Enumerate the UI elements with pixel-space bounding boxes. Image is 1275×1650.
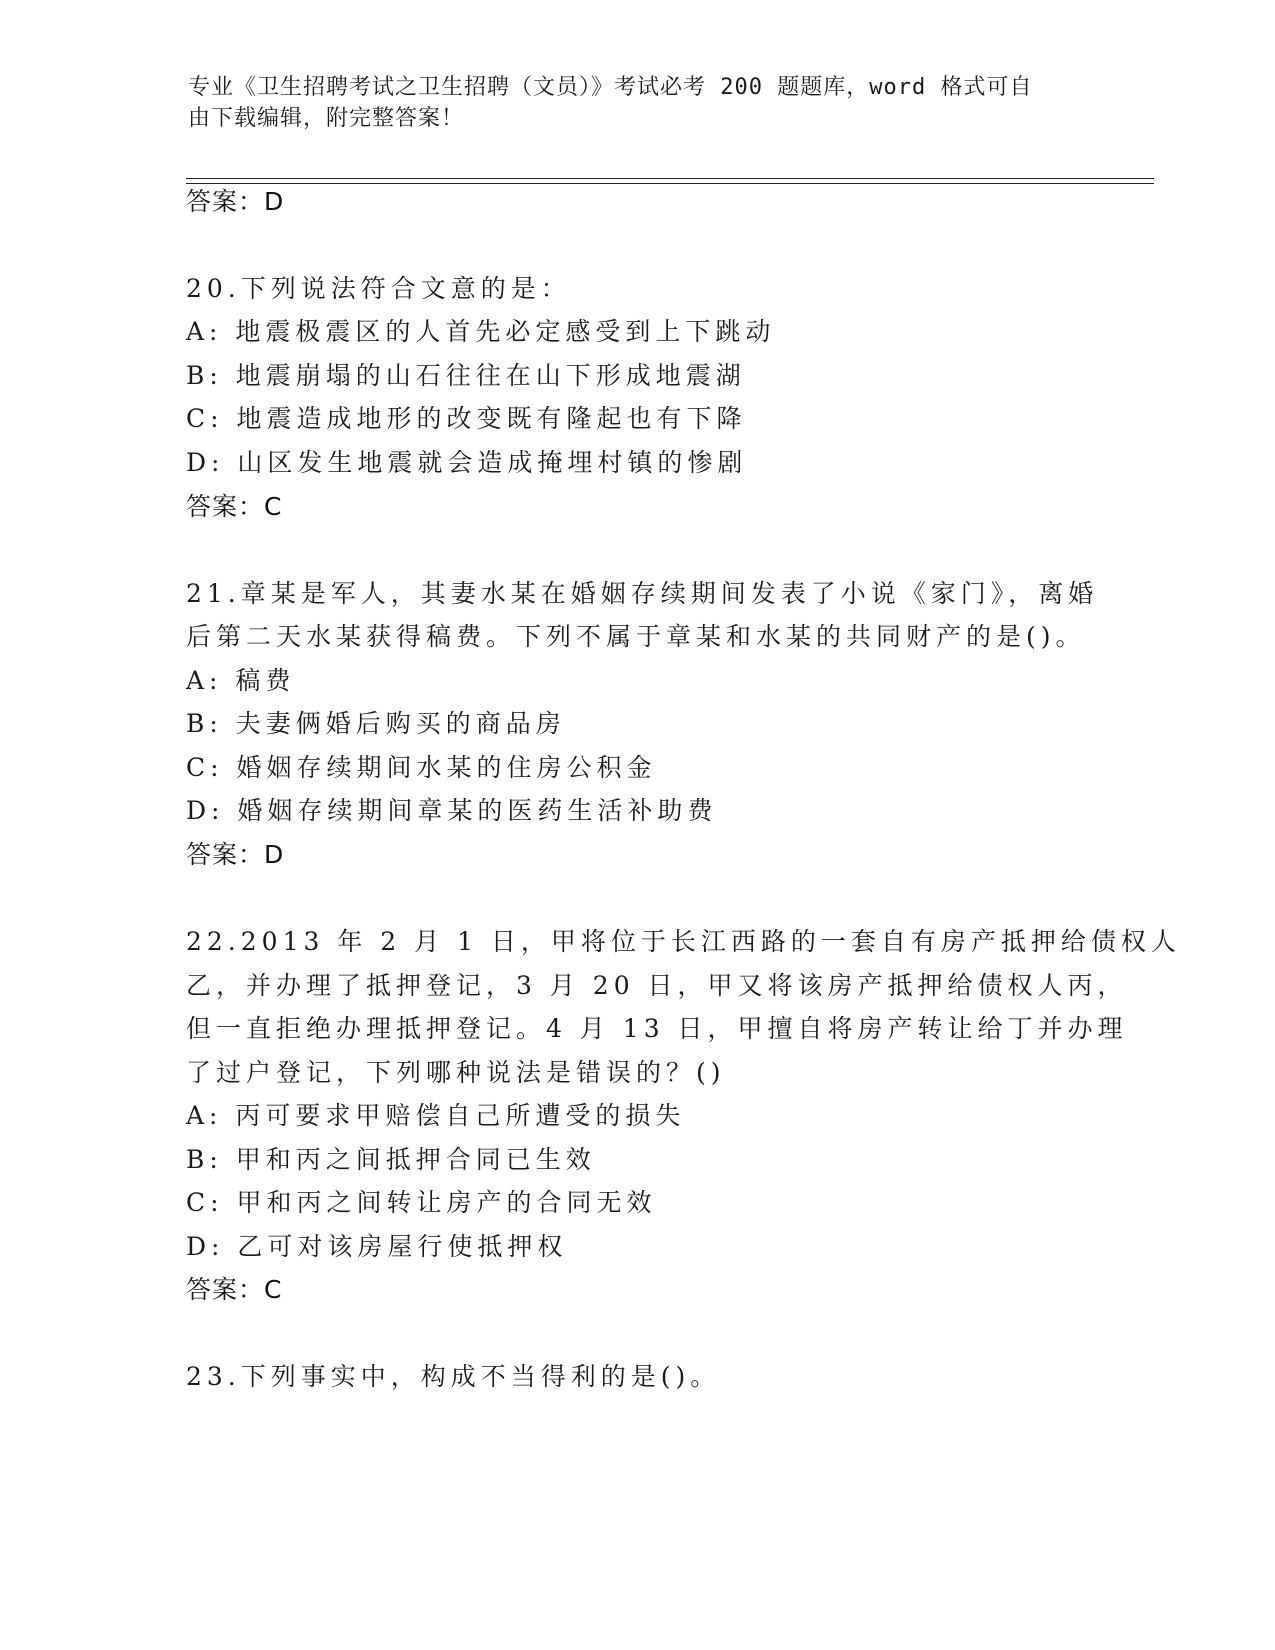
- q22-option-c: C: 甲和丙之间转让房产的合同无效: [186, 1188, 657, 1217]
- q21-stem-line-2: 后第二天水某获得稿费。下列不属于章某和水某的共同财产的是()。: [186, 622, 1086, 651]
- q20-option-a: A: 地震极震区的人首先必定感受到上下跳动: [186, 317, 776, 346]
- q20-stem: 20.下列说法符合文意的是：: [186, 274, 571, 303]
- header-rule-bottom: [186, 183, 1154, 184]
- q21-option-d: D: 婚姻存续期间章某的医药生活补助费: [186, 796, 718, 825]
- document-header: [188, 72, 1068, 134]
- q22-stem-line-1: 22.2013 年 2 月 1 日，甲将位于长江西路的一套自有房产抵押给债权人: [186, 927, 1181, 956]
- q22-stem-line-2: 乙，并办理了抵押登记，3 月 20 日，甲又将该房产抵押给债权人丙，: [186, 971, 1128, 1000]
- q20-answer: 答案：C: [186, 492, 283, 521]
- q21-option-a: A: 稿费: [186, 666, 296, 695]
- header-rule-top: [186, 178, 1154, 179]
- q21-answer: 答案：D: [186, 840, 285, 869]
- q22-stem-line-4: 了过户登记，下列哪种说法是错误的？(): [186, 1058, 726, 1087]
- q20-option-d: D: 山区发生地震就会造成掩埋村镇的惨剧: [186, 448, 748, 477]
- q23-stem: 23.下列事实中，构成不当得利的是()。: [186, 1362, 721, 1391]
- q22-answer: 答案：C: [186, 1275, 283, 1304]
- q21-option-c: C: 婚姻存续期间水某的住房公积金: [186, 753, 657, 782]
- q20-option-c: C: 地震造成地形的改变既有隆起也有下降: [186, 404, 747, 433]
- q20-option-b: B: 地震崩塌的山石往往在山下形成地震湖: [186, 361, 746, 390]
- q22-stem-line-3: 但一直拒绝办理抵押登记。4 月 13 日，甲擅自将房产转让给丁并办理: [186, 1014, 1128, 1043]
- header-line-1: 专业《卫生招聘考试之卫生招聘（文员）》考试必考 200 题题库，word 格式可自: [188, 75, 1033, 100]
- q22-option-d: D: 乙可对该房屋行使抵押权: [186, 1232, 568, 1261]
- q22-option-b: B: 甲和丙之间抵押合同已生效: [186, 1145, 596, 1174]
- q21-option-b: B: 夫妻俩婚后购买的商品房: [186, 709, 566, 738]
- header-line-2: 由下载编辑，附完整答案！: [188, 106, 465, 131]
- q21-stem-line-1: 21.章某是军人，其妻水某在婚姻存续期间发表了小说《家门》，离婚: [186, 579, 1099, 608]
- answer-top: 答案：D: [186, 187, 285, 216]
- q22-option-a: A: 丙可要求甲赔偿自己所遭受的损失: [186, 1101, 686, 1130]
